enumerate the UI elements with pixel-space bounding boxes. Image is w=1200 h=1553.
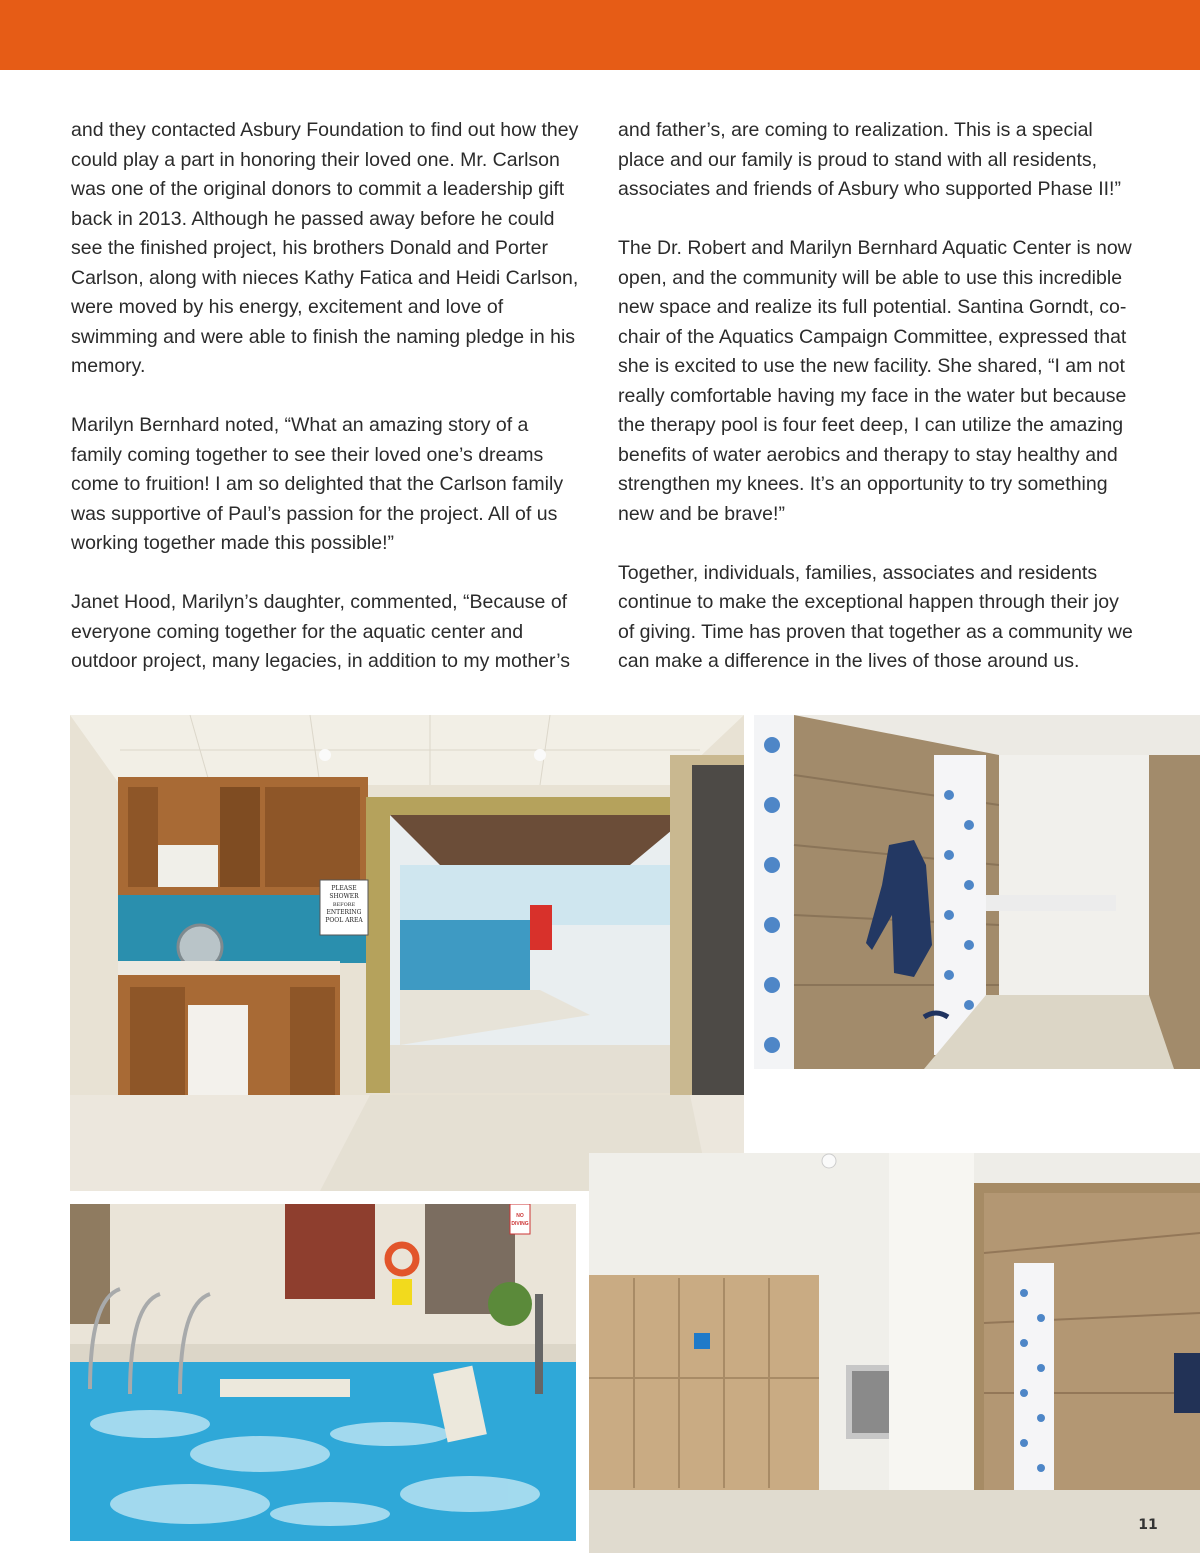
no-diving-line: NO — [516, 1213, 524, 1219]
article-paragraph: and father’s, are coming to realization. This is a special place and our family is proud to stand with all residents, associates and friends of Asbury who supported Phase II!” — [618, 119, 1121, 200]
page-number: 11 — [1138, 1517, 1158, 1533]
photo-therapy-pool — [70, 1204, 576, 1541]
article-paragraph: Together, individuals, families, associates and residents continue to make the exceptional happen through their joy of giving. Time has proven that together as a community we can make a difference in the lives of those around us. — [618, 561, 1133, 672]
article-paragraph: The Dr. Robert and Marilyn Bernhard Aquatic Center is now open, and the community will be able to use this incredible new space and realize its full potential. Santina Gorndt, co-chair of the Aquatics Campaign Committee, expressed that she is excited to use the new facility. She shared, “I am not really comfortable having my face in the water but because the therapy pool is four feet deep, I can utilize the amazing benefits of water aerobics and therapy to stay healthy and strengthen my knees. It’s an opportunity to try something new and be brave!” — [618, 237, 1132, 525]
article-column-left — [71, 116, 581, 706]
photo-towel-station-pool-doorway — [70, 715, 744, 1191]
sign-line: SHOWER — [329, 893, 359, 900]
sign-line: POOL AREA — [325, 917, 363, 924]
article-column-right — [618, 116, 1138, 706]
sign-line: BEFORE — [332, 902, 356, 908]
sign-line: PLEASE — [331, 885, 357, 892]
article-paragraph: Janet Hood, Marilyn’s daughter, commented, “Because of everyone coming together for the aquatic center and outdoor project, many legacies, in addition to my mother’s — [71, 591, 570, 672]
header-accent-band — [0, 0, 1200, 70]
article-paragraph: Marilyn Bernhard noted, “What an amazing story of a family coming together to see their loved one’s dreams come to fruition! I am so delighted that the Carlson family was supportive of Paul’s passion for the project. All of us working together made this possible!” — [71, 414, 564, 554]
no-diving-line: DIVING — [511, 1221, 529, 1227]
photo-lockers-shower — [589, 1153, 1200, 1553]
article-paragraph: and they contacted Asbury Foundation to find out how they could play a part in honoring their loved one. Mr. Carlson was one of the original donors to commit a leadership gift back in 2013. Although he passed away before he could see the finished project, his brothers Donald and Porter Carlson, along with nieces Kathy Fatica and Heidi Carlson, were moved by his energy, excitement and love of swimming and were able to finish the naming pledge in his memory. — [71, 119, 579, 377]
sign-line: ENTERING — [326, 909, 362, 916]
photo-changing-room-robe — [754, 715, 1200, 1069]
